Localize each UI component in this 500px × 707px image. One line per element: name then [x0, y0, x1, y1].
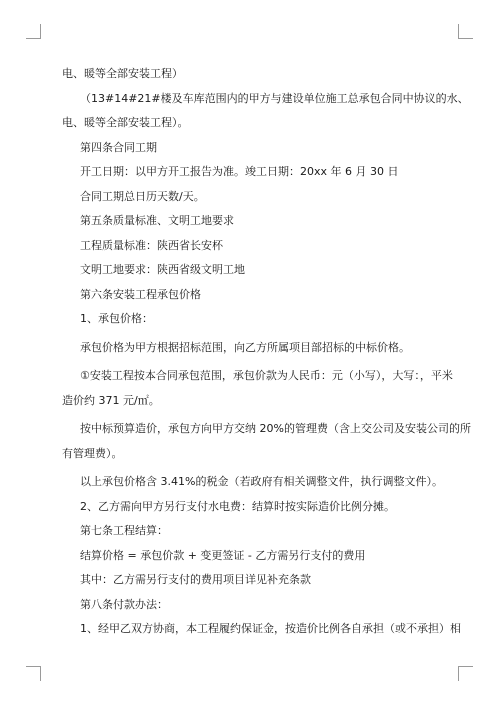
text-line: 合同工期总日历天数/天。 — [80, 189, 205, 203]
text-line: 有管理费）。 — [62, 446, 123, 460]
section-heading: 第八条付款办法： — [80, 597, 168, 611]
text-line: 以上承包价格含 3.41%的税金（若政府有相关调整文件，执行调整文件）。 — [80, 475, 443, 488]
document-body — [62, 62, 471, 642]
text-line: 2、乙方需向甲方另行支付水电费：结算时按实际造价比例分摊。 — [80, 499, 395, 513]
crop-mark-top-left — [26, 24, 41, 39]
text-line: 工程质量标准：陕西省长安杯 — [80, 238, 223, 252]
text-line: 文明工地要求：陕西省级文明工地 — [80, 263, 245, 276]
section-heading: 第七条工程结算： — [80, 524, 168, 537]
crop-mark-top-right — [458, 24, 473, 39]
section-heading: 第四条合同工期 — [80, 140, 157, 154]
text-line: 承包价格为甲方根据招标范围，向乙方所属项目部招标的中标价格。 — [80, 340, 410, 354]
text-line: 1、承包价格： — [80, 312, 153, 325]
text-line: ①安装工程按本合同承包范围，承包价款为人民币：元（小写），大写：，平米 — [80, 369, 453, 382]
crop-mark-bottom-right — [458, 666, 473, 681]
text-line: 电、暖等全部安装工程） — [62, 67, 183, 80]
text-line: 开工日期：以甲方开工报告为准。竣工日期：20xx 年 6 月 30 日 — [80, 165, 399, 178]
section-heading: 第五条质量标准、文明工地要求 — [80, 214, 234, 227]
text-line: 造价约 371 元/㎡。 — [62, 393, 160, 407]
text-line: 1、经甲乙双方协商，本工程履约保证金，按造价比例各自承担（或不承担）相 — [80, 622, 461, 635]
text-line: 电、暖等全部安装工程）。 — [62, 116, 189, 129]
section-heading: 第六条安装工程承包价格 — [80, 287, 201, 301]
text-line: （13#14#21#楼及车库范围内的甲方与建设单位施工总承包合同中协议的水、 — [80, 91, 469, 105]
text-line: 其中：乙方需另行支付的费用项目详见补充条款 — [80, 573, 311, 586]
text-line: 结算价格 = 承包价款 + 变更签证 - 乙方需另行支付的费用 — [80, 548, 366, 562]
text-line: 按中标预算造价，承包方向甲方交纳 20%的管理费（含上交公司及安装公司的所 — [80, 422, 471, 435]
crop-mark-bottom-left — [26, 666, 41, 681]
